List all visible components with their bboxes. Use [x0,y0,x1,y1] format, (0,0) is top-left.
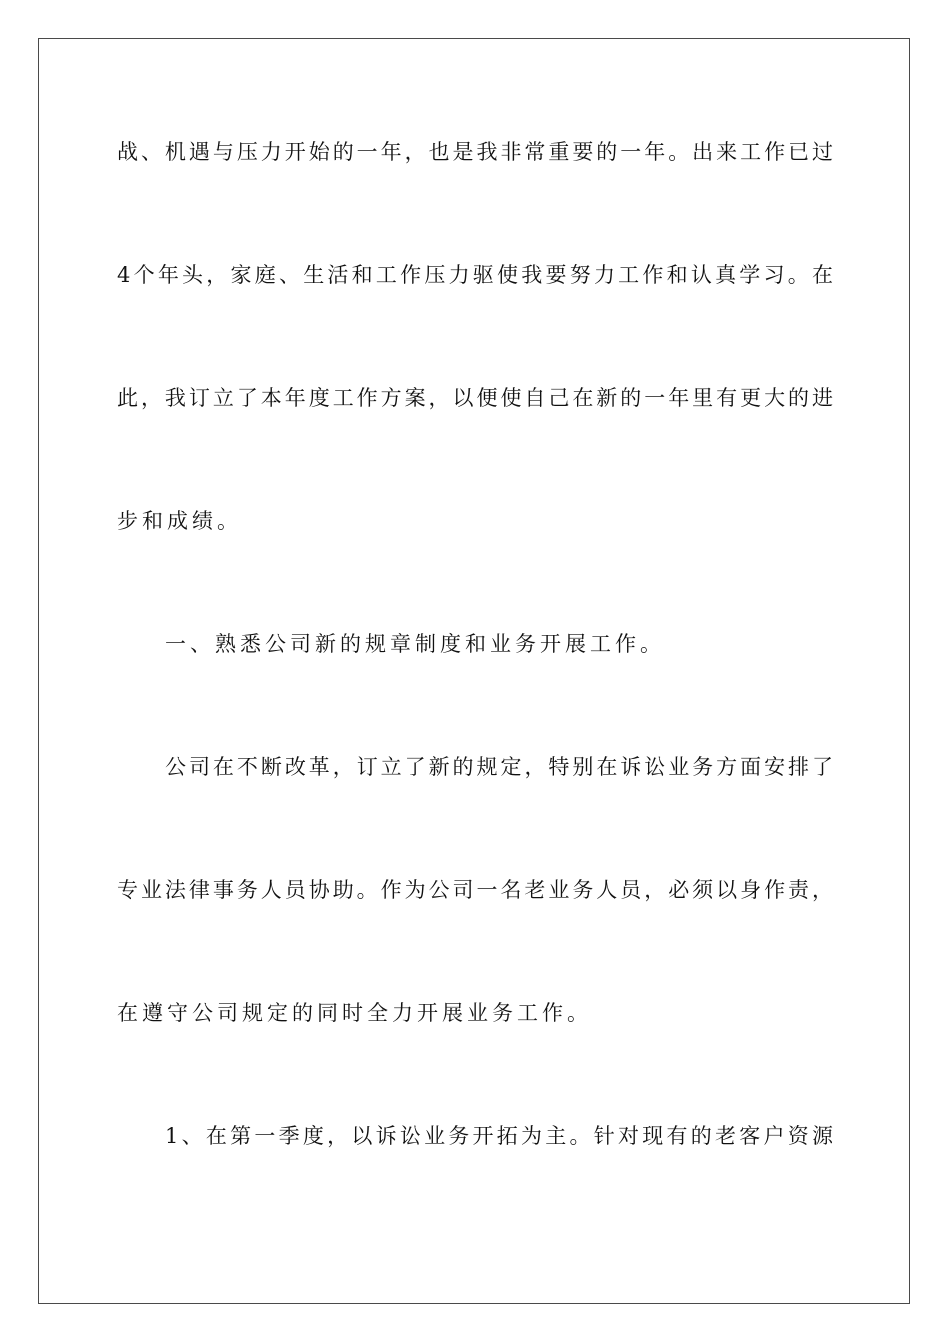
paragraph-line-7: 在遵守公司规定的同时全力开展业务工作。 [117,1001,592,1025]
paragraph-line-6: 专业法律事务人员协助。作为公司一名老业务人员，必须以身作责， [117,878,833,902]
paragraph-line-4: 步和成绩。 [117,509,242,533]
section-heading: 一、熟悉公司新的规章制度和业务开展工作。 [165,632,665,656]
list-item-line-1: 1、在第一季度，以诉讼业务开拓为主。针对现有的老客户资源 [165,1124,833,1148]
paragraph-line-2: 4个年头，家庭、生活和工作压力驱使我要努力工作和认真学习。在 [117,263,833,287]
paragraph-line-5: 公司在不断改革，订立了新的规定，特别在诉讼业务方面安排了 [165,755,833,779]
paragraph-line-3: 此，我订立了本年度工作方案，以便使自己在新的一年里有更大的进 [117,386,833,410]
document-page [38,38,910,1304]
paragraph-line-1: 战、机遇与压力开始的一年，也是我非常重要的一年。出来工作已过 [117,140,833,164]
